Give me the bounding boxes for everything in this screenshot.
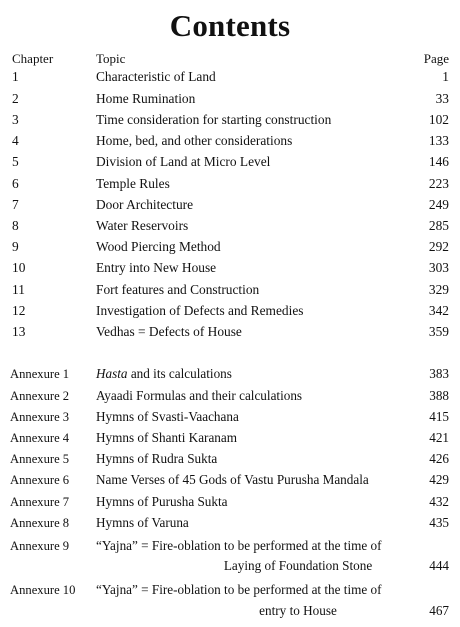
- annexure-topic-continuation: Laying of Foundation Stone: [223, 558, 373, 573]
- annexure-topic: “Yajna” = Fire-oblation to be performed at the time of: [96, 582, 382, 597]
- annexure-number: Annexure 5: [10, 452, 70, 466]
- chapter-topic: Water Reservoirs: [96, 218, 189, 233]
- chapter-row-4: [0, 131, 460, 151]
- annexure-page: 421: [429, 430, 449, 445]
- chapter-row-5: [0, 152, 460, 172]
- annexure-page: 444: [429, 558, 449, 573]
- chapter-number: 2: [12, 91, 19, 106]
- annexure-number: Annexure 3: [10, 410, 70, 424]
- chapter-topic: Home, bed, and other considerations: [96, 133, 293, 148]
- annexure-row-10-continuation: [0, 601, 460, 621]
- chapter-topic: Wood Piercing Method: [96, 239, 221, 254]
- chapter-row-6: [0, 174, 460, 194]
- annexure-row-5: [0, 449, 460, 469]
- chapter-page: 102: [428, 112, 449, 127]
- chapter-number: 3: [12, 112, 19, 127]
- annexure-topic-rest: and its calculations: [127, 366, 232, 381]
- annexure-number: Annexure 9: [10, 539, 70, 553]
- annexure-topic: Hymns of Purusha Sukta: [96, 494, 228, 509]
- annexure-number: Annexure 6: [10, 473, 70, 487]
- chapter-number: 1: [12, 69, 19, 84]
- chapter-number: 10: [12, 260, 26, 275]
- chapter-topic: Division of Land at Micro Level: [96, 154, 271, 169]
- annexure-row-10: [0, 580, 460, 600]
- annexure-row-9: [0, 536, 460, 556]
- header-page: Page: [423, 51, 449, 66]
- chapter-page: 285: [428, 218, 449, 233]
- annexure-number: Annexure 2: [10, 389, 70, 403]
- chapter-number: 8: [12, 218, 19, 233]
- annexure-row-8: [0, 513, 460, 533]
- chapter-row-7: [0, 195, 460, 215]
- chapter-row-12: [0, 301, 460, 321]
- chapter-row-11: [0, 280, 460, 300]
- annexure-page: 426: [429, 451, 449, 466]
- annexure-row-3: [0, 407, 460, 427]
- annexure-number: Annexure 4: [10, 431, 70, 445]
- annexure-row-7: [0, 492, 460, 512]
- chapter-page: 292: [428, 239, 449, 254]
- annexure-topic: Hymns of Rudra Sukta: [96, 451, 218, 466]
- chapter-page: 303: [428, 260, 449, 275]
- annexure-number: Annexure 8: [10, 516, 70, 530]
- annexure-row-4: [0, 428, 460, 448]
- header-topic: Topic: [96, 51, 126, 66]
- annexure-row-2: [0, 386, 460, 406]
- chapter-row-10: [0, 258, 460, 278]
- chapter-topic: Fort features and Construction: [96, 282, 260, 297]
- chapter-page: 329: [428, 282, 449, 297]
- chapter-number: 12: [12, 303, 26, 318]
- chapter-topic: Vedhas = Defects of House: [96, 324, 242, 339]
- chapter-topic: Temple Rules: [96, 176, 170, 191]
- annexure-topic-continuation: entry to House: [259, 603, 337, 618]
- annexure-row-1: [0, 364, 460, 384]
- chapter-page: 359: [428, 324, 449, 339]
- annexure-topic: Hymns of Shanti Karanam: [96, 430, 238, 445]
- chapter-page: 342: [428, 303, 449, 318]
- chapter-number: 6: [12, 176, 19, 191]
- annexure-page: 383: [429, 366, 449, 381]
- chapter-row-13: [0, 322, 460, 342]
- annexure-page: 467: [429, 603, 449, 618]
- annexure-row-6: [0, 470, 460, 490]
- chapter-topic: Entry into New House: [96, 260, 217, 275]
- annexure-page: 429: [429, 472, 449, 487]
- annexure-topic: Hymns of Svasti-Vaachana: [96, 409, 239, 424]
- annexure-topic: [96, 364, 232, 384]
- chapter-row-8: [0, 216, 460, 236]
- column-headers: [0, 49, 460, 69]
- chapter-page: 223: [428, 176, 449, 191]
- annexure-number: Annexure 1: [10, 367, 70, 381]
- annexure-topic-italic: Hasta: [96, 366, 128, 381]
- chapter-number: 7: [12, 197, 19, 212]
- annexure-row-9-continuation: [0, 556, 460, 576]
- chapter-topic: Home Rumination: [96, 91, 196, 106]
- page-title: Contents: [169, 8, 291, 43]
- chapter-page: 133: [428, 133, 449, 148]
- annexure-page: 432: [429, 494, 449, 509]
- chapter-row-2: [0, 89, 460, 109]
- annexure-topic: Hymns of Varuna: [96, 515, 189, 530]
- chapter-number: 9: [12, 239, 19, 254]
- chapter-page: 249: [428, 197, 449, 212]
- chapter-topic: Door Architecture: [96, 197, 194, 212]
- annexure-topic: Name Verses of 45 Gods of Vastu Purusha Mandala: [96, 472, 369, 487]
- chapter-topic: Investigation of Defects and Remedies: [96, 303, 304, 318]
- chapter-page: 146: [428, 154, 449, 169]
- chapter-number: 5: [12, 154, 19, 169]
- chapter-row-9: [0, 237, 460, 257]
- chapter-row-3: [0, 110, 460, 130]
- annexure-topic: Ayaadi Formulas and their calculations: [96, 388, 303, 403]
- annexure-page: 415: [429, 409, 449, 424]
- annexure-page: 435: [429, 515, 449, 530]
- chapter-number: 13: [12, 324, 26, 339]
- annexure-page: 388: [429, 388, 449, 403]
- chapter-topic: Time consideration for starting construction: [96, 112, 332, 127]
- chapter-number: 4: [12, 133, 19, 148]
- chapter-row-1: [0, 67, 460, 87]
- annexure-number: Annexure 10: [10, 583, 76, 597]
- chapter-page: 33: [435, 91, 449, 106]
- annexure-topic: “Yajna” = Fire-oblation to be performed at the time of: [96, 538, 382, 553]
- header-chapter: Chapter: [12, 51, 54, 66]
- chapter-topic: Characteristic of Land: [96, 69, 216, 84]
- annexure-number: Annexure 7: [10, 495, 70, 509]
- chapter-page: 1: [442, 69, 449, 84]
- chapter-number: 11: [12, 282, 25, 297]
